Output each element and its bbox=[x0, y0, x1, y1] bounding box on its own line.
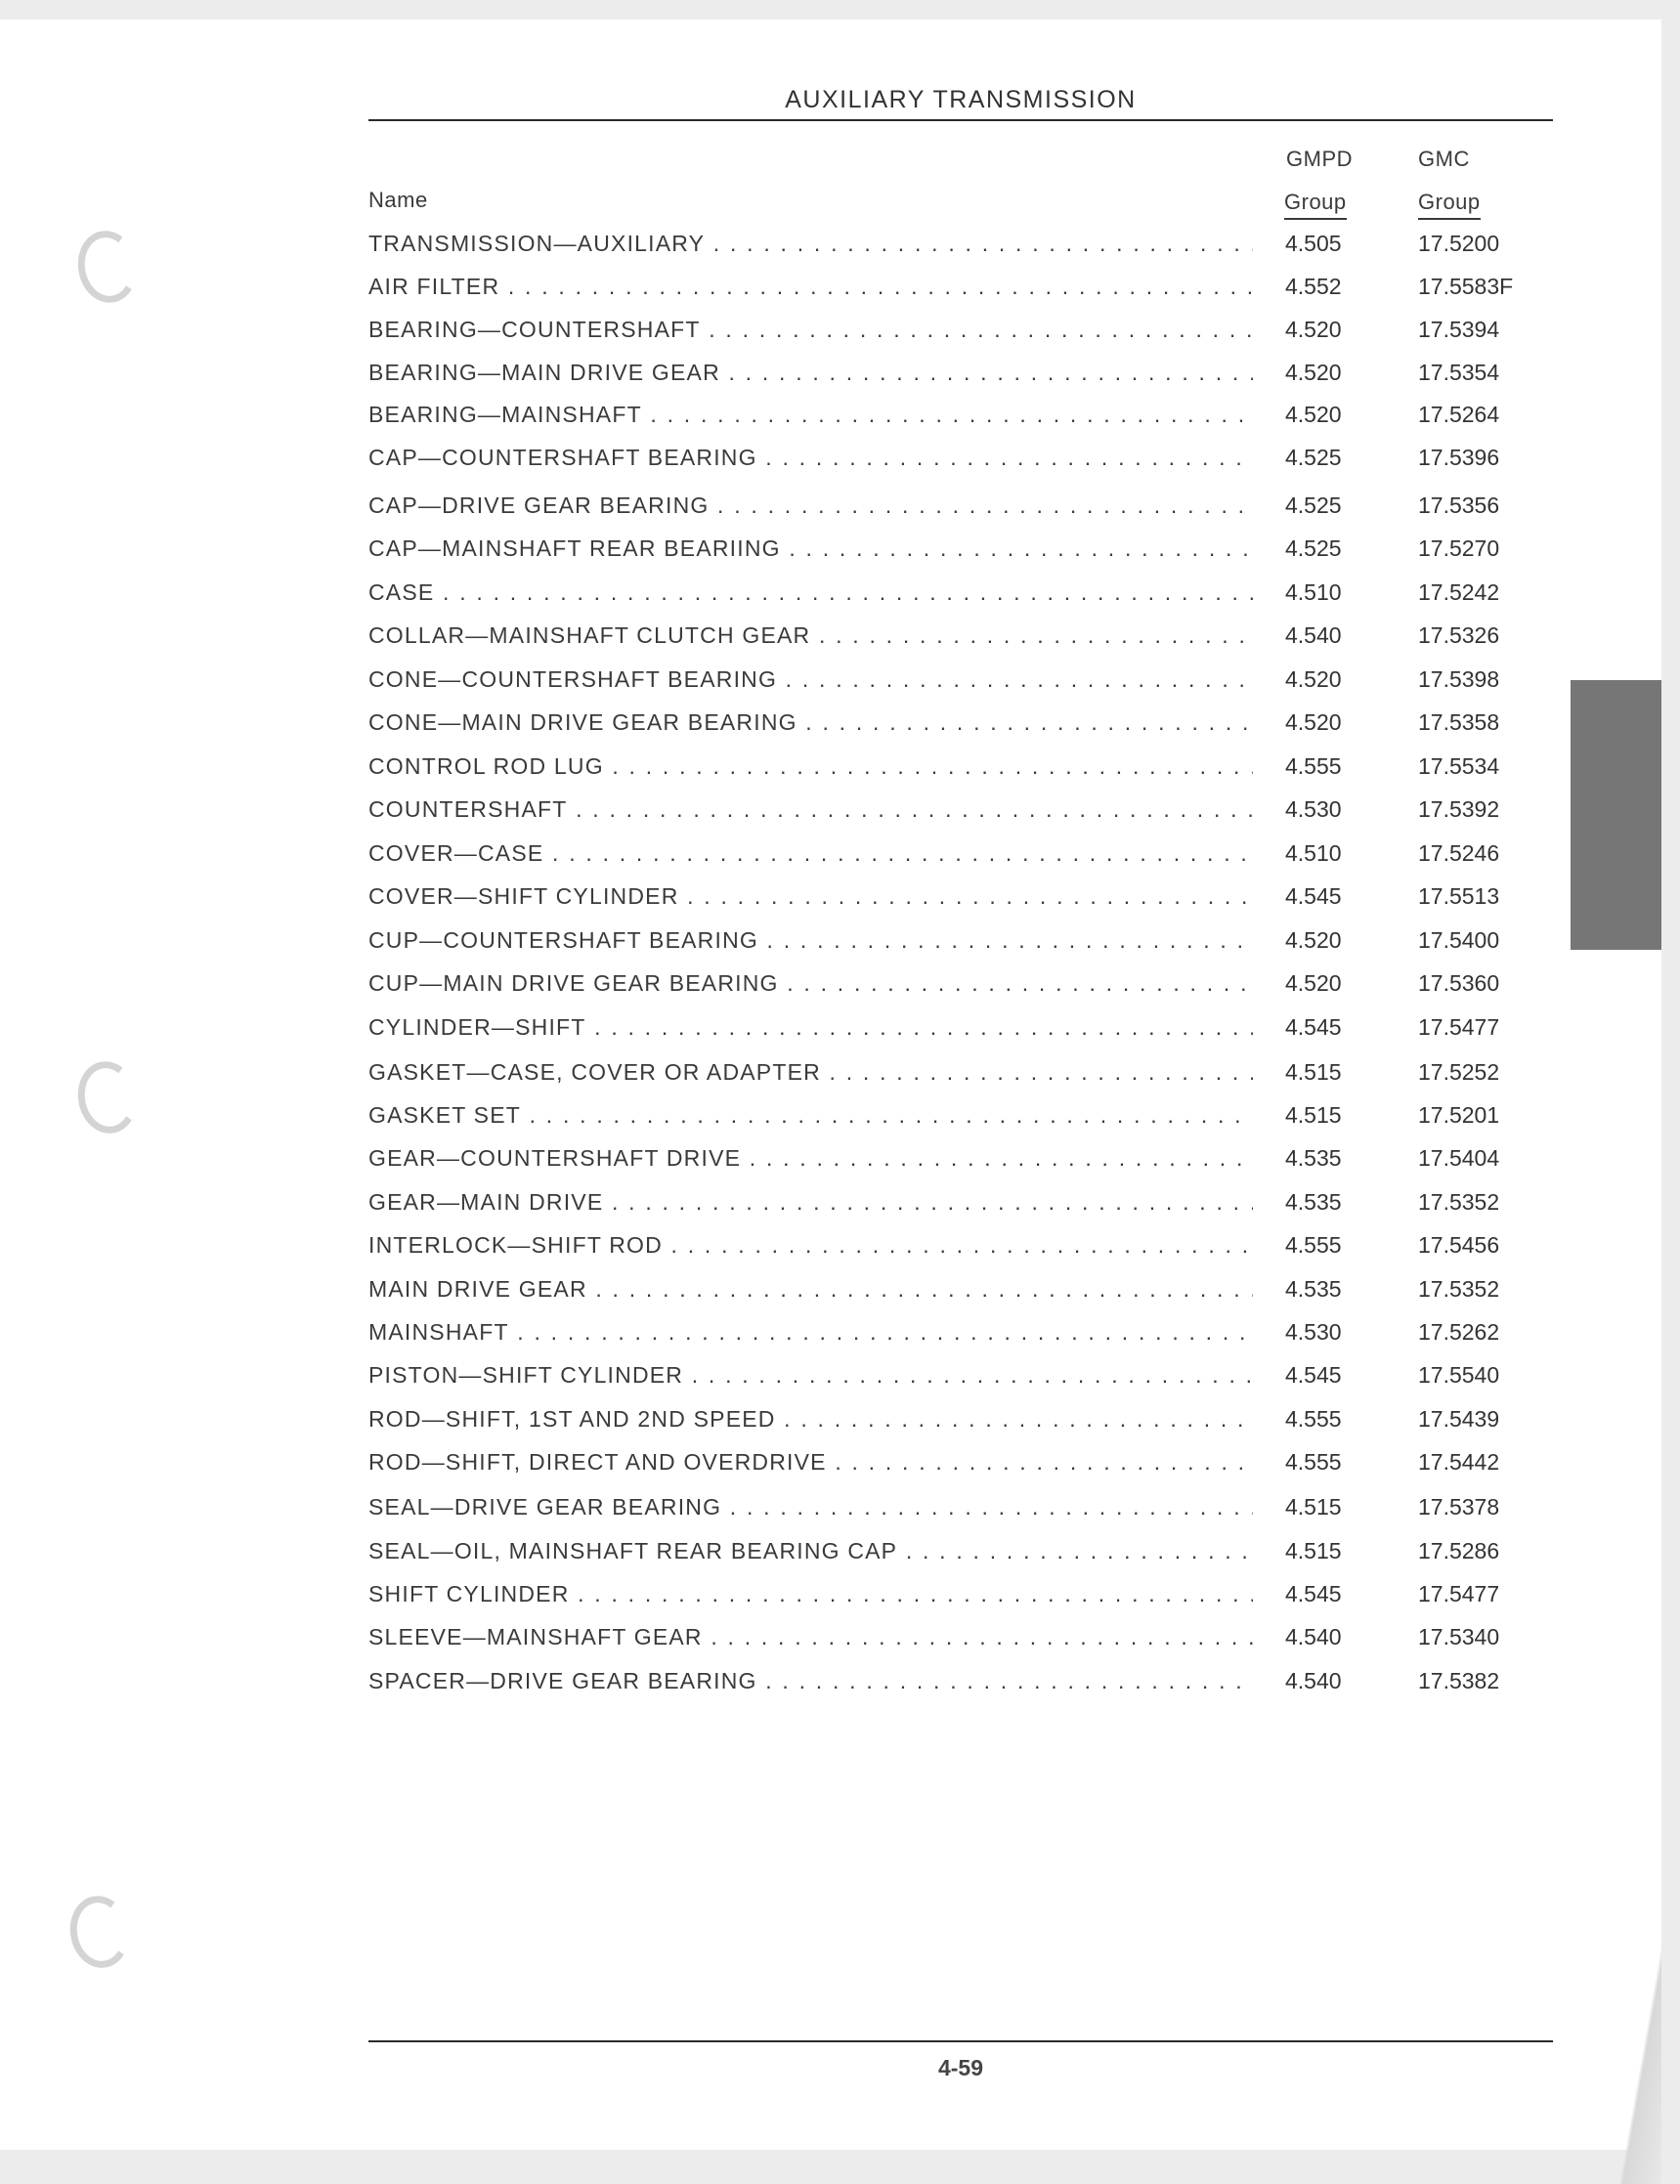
table-row bbox=[368, 445, 1553, 480]
gmpd-group: 4.555 bbox=[1285, 1232, 1342, 1258]
gmc-group: 17.5439 bbox=[1418, 1406, 1500, 1432]
part-name: BEARING—MAINSHAFT . . . bbox=[368, 402, 1253, 428]
gmpd-group: 4.530 bbox=[1285, 1319, 1342, 1345]
table-row bbox=[368, 360, 1553, 395]
gmpd-group: 4.515 bbox=[1285, 1538, 1342, 1563]
part-name: SEAL—DRIVE GEAR BEARING . . . bbox=[368, 1494, 1253, 1520]
gmpd-group: 4.555 bbox=[1285, 1406, 1342, 1432]
part-name: CAP—MAINSHAFT REAR BEARIING . . . bbox=[368, 535, 1253, 562]
part-name: INTERLOCK—SHIFT ROD . . . bbox=[368, 1232, 1253, 1259]
part-name: COLLAR—MAINSHAFT CLUTCH GEAR . . . bbox=[368, 622, 1253, 649]
table-row bbox=[368, 709, 1553, 745]
part-name: SLEEVE—MAINSHAFT GEAR . . . bbox=[368, 1624, 1253, 1650]
gmc-group: 17.5394 bbox=[1418, 317, 1500, 342]
gmpd-group: 4.535 bbox=[1285, 1189, 1342, 1215]
gmc-group: 17.5201 bbox=[1418, 1102, 1500, 1128]
part-name: CONE—COUNTERSHAFT BEARING . . . bbox=[368, 666, 1253, 693]
gmpd-group: 4.520 bbox=[1285, 709, 1342, 735]
table-row bbox=[368, 1581, 1553, 1616]
table-row bbox=[368, 970, 1553, 1006]
table-row bbox=[368, 317, 1553, 352]
page-title: AUXILIARY TRANSMISSION bbox=[785, 86, 1137, 113]
gmc-group: 17.5264 bbox=[1418, 402, 1500, 427]
table-row bbox=[368, 666, 1553, 702]
part-name: CONTROL ROD LUG . . . bbox=[368, 753, 1253, 780]
gmc-group: 17.5326 bbox=[1418, 622, 1500, 648]
gmc-group: 17.5354 bbox=[1418, 360, 1500, 385]
gmpd-group: 4.535 bbox=[1285, 1145, 1342, 1171]
column-header-gmpd-top: GMPD bbox=[1286, 147, 1353, 171]
table-row bbox=[368, 796, 1553, 832]
part-name: CAP—DRIVE GEAR BEARING . . . bbox=[368, 492, 1253, 519]
table-row bbox=[368, 535, 1553, 571]
gmc-group: 17.5340 bbox=[1418, 1624, 1500, 1649]
part-name: CUP—MAIN DRIVE GEAR BEARING . . . bbox=[368, 970, 1253, 997]
gmpd-group: 4.555 bbox=[1285, 1449, 1342, 1475]
gmc-group: 17.5392 bbox=[1418, 796, 1500, 822]
gmpd-group: 4.552 bbox=[1285, 274, 1342, 299]
table-row bbox=[368, 1668, 1553, 1703]
table-row bbox=[368, 1406, 1553, 1441]
part-name: TRANSMISSION—AUXILIARY . . . bbox=[368, 231, 1253, 257]
table-row bbox=[368, 1449, 1553, 1484]
part-name: ROD—SHIFT, DIRECT AND OVERDRIVE . . . bbox=[368, 1449, 1253, 1476]
table-row bbox=[368, 1189, 1553, 1224]
table-row bbox=[368, 402, 1553, 437]
gmpd-group: 4.545 bbox=[1285, 883, 1342, 909]
table-row bbox=[368, 274, 1553, 309]
gmpd-group: 4.540 bbox=[1285, 622, 1342, 648]
part-name: MAIN DRIVE GEAR . . . bbox=[368, 1276, 1253, 1303]
table-row bbox=[368, 753, 1553, 789]
binder-hole-middle bbox=[72, 1056, 143, 1137]
gmc-group: 17.5262 bbox=[1418, 1319, 1500, 1345]
gmpd-group: 4.520 bbox=[1285, 360, 1342, 385]
binder-hole-bottom bbox=[65, 1891, 135, 1972]
gmc-group: 17.5456 bbox=[1418, 1232, 1500, 1258]
gmc-group: 17.5246 bbox=[1418, 840, 1500, 866]
gmpd-group: 4.555 bbox=[1285, 753, 1342, 779]
gmpd-group: 4.520 bbox=[1285, 970, 1342, 996]
part-name: CUP—COUNTERSHAFT BEARING . . . bbox=[368, 927, 1253, 954]
gmpd-group: 4.540 bbox=[1285, 1624, 1342, 1649]
gmc-group: 17.5396 bbox=[1418, 445, 1500, 470]
part-name: COVER—SHIFT CYLINDER . . . bbox=[368, 883, 1253, 910]
table-row bbox=[368, 1624, 1553, 1659]
part-name: CAP—COUNTERSHAFT BEARING . . . bbox=[368, 445, 1253, 471]
gmc-group: 17.5513 bbox=[1418, 883, 1500, 909]
gmc-group: 17.5352 bbox=[1418, 1189, 1500, 1215]
gmc-group: 17.5252 bbox=[1418, 1059, 1500, 1085]
part-name: MAINSHAFT . . . bbox=[368, 1319, 1253, 1346]
part-name: GEAR—MAIN DRIVE . . . bbox=[368, 1189, 1253, 1216]
part-name: BEARING—COUNTERSHAFT . . . bbox=[368, 317, 1253, 343]
part-name: GEAR—COUNTERSHAFT DRIVE . . . bbox=[368, 1145, 1253, 1172]
footer-rule bbox=[368, 2040, 1553, 2042]
table-row bbox=[368, 840, 1553, 876]
part-name: SPACER—DRIVE GEAR BEARING . . . bbox=[368, 1668, 1253, 1694]
gmc-group: 17.5477 bbox=[1418, 1014, 1500, 1040]
gmc-group: 17.5270 bbox=[1418, 535, 1500, 561]
binder-hole-top bbox=[72, 226, 143, 307]
gmpd-group: 4.510 bbox=[1285, 840, 1342, 866]
gmc-group: 17.5200 bbox=[1418, 231, 1500, 256]
table-row bbox=[368, 492, 1553, 528]
gmpd-group: 4.545 bbox=[1285, 1362, 1342, 1388]
gmpd-group: 4.545 bbox=[1285, 1581, 1342, 1606]
table-row bbox=[368, 927, 1553, 963]
part-name: PISTON—SHIFT CYLINDER . . . bbox=[368, 1362, 1253, 1389]
gmc-group: 17.5242 bbox=[1418, 579, 1500, 605]
part-name: SHIFT CYLINDER . . . bbox=[368, 1581, 1253, 1607]
part-name: SEAL—OIL, MAINSHAFT REAR BEARING CAP . . . bbox=[368, 1538, 1253, 1564]
gmc-group: 17.5286 bbox=[1418, 1538, 1500, 1563]
gmc-group: 17.5540 bbox=[1418, 1362, 1500, 1388]
table-row bbox=[368, 1232, 1553, 1267]
table-row bbox=[368, 622, 1553, 658]
column-header-name: Name bbox=[368, 188, 428, 212]
gmpd-group: 4.515 bbox=[1285, 1059, 1342, 1085]
gmpd-group: 4.530 bbox=[1285, 796, 1342, 822]
table-row bbox=[368, 1494, 1553, 1529]
table-row bbox=[368, 1538, 1553, 1573]
gmpd-group: 4.540 bbox=[1285, 1668, 1342, 1693]
column-header-gmc-top: GMC bbox=[1418, 147, 1470, 171]
table-row bbox=[368, 231, 1553, 266]
table-row bbox=[368, 1319, 1553, 1354]
gmc-group: 17.5583F bbox=[1418, 274, 1514, 299]
gmpd-group: 4.505 bbox=[1285, 231, 1342, 256]
page-number: 4-59 bbox=[937, 2055, 984, 2080]
gmpd-group: 4.525 bbox=[1285, 535, 1342, 561]
column-header-gmc-bottom: Group bbox=[1418, 190, 1481, 220]
gmpd-group: 4.545 bbox=[1285, 1014, 1342, 1040]
gmpd-group: 4.515 bbox=[1285, 1494, 1342, 1520]
gmc-group: 17.5534 bbox=[1418, 753, 1500, 779]
gmpd-group: 4.520 bbox=[1285, 927, 1342, 953]
part-name: COVER—CASE . . . bbox=[368, 840, 1253, 867]
table-row bbox=[368, 883, 1553, 919]
table-row bbox=[368, 1276, 1553, 1311]
gmpd-group: 4.525 bbox=[1285, 445, 1342, 470]
part-name: CASE . . . bbox=[368, 579, 1253, 606]
gmc-group: 17.5356 bbox=[1418, 492, 1500, 518]
gmc-group: 17.5358 bbox=[1418, 709, 1500, 735]
gmc-group: 17.5400 bbox=[1418, 927, 1500, 953]
gmpd-group: 4.520 bbox=[1285, 666, 1342, 692]
part-name: COUNTERSHAFT . . . bbox=[368, 796, 1253, 823]
section-tab-marker bbox=[1571, 680, 1661, 950]
part-name: AIR FILTER . . . bbox=[368, 274, 1253, 300]
gmc-group: 17.5378 bbox=[1418, 1494, 1500, 1520]
table-row bbox=[368, 1102, 1553, 1137]
gmc-group: 17.5404 bbox=[1418, 1145, 1500, 1171]
table-row bbox=[368, 1059, 1553, 1094]
gmc-group: 17.5360 bbox=[1418, 970, 1500, 996]
gmpd-group: 4.520 bbox=[1285, 402, 1342, 427]
part-name: GASKET—CASE, COVER OR ADAPTER . . . bbox=[368, 1059, 1253, 1086]
gmpd-group: 4.520 bbox=[1285, 317, 1342, 342]
gmpd-group: 4.535 bbox=[1285, 1276, 1342, 1302]
part-name: CONE—MAIN DRIVE GEAR BEARING . . . bbox=[368, 709, 1253, 736]
gmc-group: 17.5352 bbox=[1418, 1276, 1500, 1302]
table-row bbox=[368, 1145, 1553, 1180]
column-header-gmpd-bottom: Group bbox=[1284, 190, 1347, 220]
part-name: GASKET SET . . . bbox=[368, 1102, 1253, 1129]
title-rule bbox=[368, 119, 1553, 121]
part-name: CYLINDER—SHIFT . . . bbox=[368, 1014, 1253, 1041]
part-name: ROD—SHIFT, 1ST AND 2ND SPEED . . . bbox=[368, 1406, 1253, 1433]
table-row bbox=[368, 1014, 1553, 1049]
table-row bbox=[368, 1362, 1553, 1397]
gmpd-group: 4.515 bbox=[1285, 1102, 1342, 1128]
gmpd-group: 4.510 bbox=[1285, 579, 1342, 605]
gmpd-group: 4.525 bbox=[1285, 492, 1342, 518]
gmc-group: 17.5398 bbox=[1418, 666, 1500, 692]
gmc-group: 17.5477 bbox=[1418, 1581, 1500, 1606]
page-edge-shadow bbox=[1552, 1710, 1661, 2184]
table-row bbox=[368, 579, 1553, 615]
gmc-group: 17.5442 bbox=[1418, 1449, 1500, 1475]
part-name: BEARING—MAIN DRIVE GEAR . . . bbox=[368, 360, 1253, 386]
gmc-group: 17.5382 bbox=[1418, 1668, 1500, 1693]
